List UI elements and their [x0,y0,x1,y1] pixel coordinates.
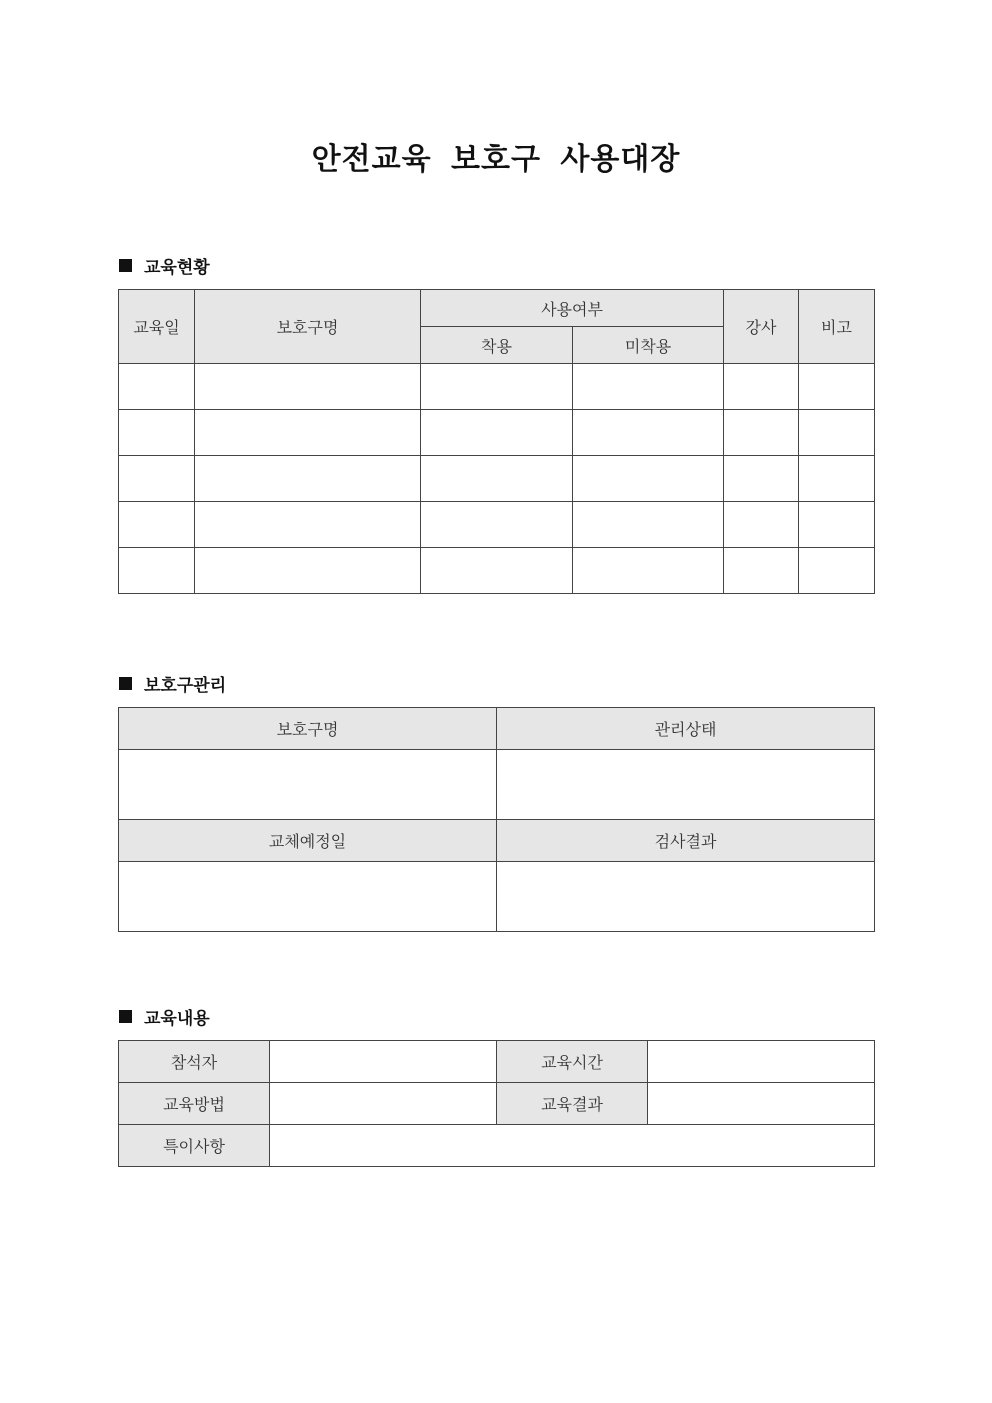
cell-equipment[interactable] [195,456,421,502]
section-heading-content [119,1004,210,1028]
header-date: 교육일 [119,290,195,364]
cell-instructor[interactable] [724,364,799,410]
section-heading-status-label: 교육현황 [144,257,210,278]
square-bullet-icon [119,677,132,690]
cell-remarks[interactable] [799,456,875,502]
section-heading-content-label: 교육내용 [144,1008,210,1029]
section-heading-management-label: 보호구관리 [144,675,227,696]
cell-worn[interactable] [421,410,573,456]
square-bullet-icon [119,259,132,272]
cell-worn[interactable] [421,502,573,548]
education-status-table [118,289,875,594]
cell-instructor[interactable] [724,456,799,502]
cell-equipment[interactable] [195,364,421,410]
cell-instructor[interactable] [724,548,799,594]
table-row [119,502,875,548]
cell-date[interactable] [119,456,195,502]
cell-instructor[interactable] [724,502,799,548]
header-instructor: 강사 [724,290,799,364]
table-row [119,364,875,410]
header-usage: 사용여부 [421,290,724,327]
cell-inspection-result[interactable] [497,862,875,932]
section-heading-management [119,671,226,695]
square-bullet-icon [119,1010,132,1023]
cell-worn[interactable] [421,456,573,502]
equipment-management-table [118,707,875,932]
header-remarks: 비고 [799,290,875,364]
header-equipment-name: 보호구명 [119,708,497,750]
cell-date[interactable] [119,364,195,410]
cell-remarks[interactable] [799,502,875,548]
cell-worn[interactable] [421,364,573,410]
header-not-worn: 미착용 [573,327,724,364]
cell-equipment[interactable] [195,502,421,548]
value-method[interactable] [270,1083,497,1125]
cell-date[interactable] [119,410,195,456]
value-attendees[interactable] [270,1041,497,1083]
cell-worn[interactable] [421,548,573,594]
cell-equipment[interactable] [195,410,421,456]
value-notes[interactable] [270,1125,875,1167]
cell-not-worn[interactable] [573,456,724,502]
label-duration: 교육시간 [497,1041,648,1083]
table-row [119,548,875,594]
cell-remarks[interactable] [799,410,875,456]
table-row [119,410,875,456]
cell-not-worn[interactable] [573,410,724,456]
value-result[interactable] [648,1083,875,1125]
cell-management-state[interactable] [497,750,875,820]
cell-replacement-date[interactable] [119,862,497,932]
page-title: 안전교육 보호구 사용대장 [311,142,681,177]
cell-date[interactable] [119,548,195,594]
header-equipment: 보호구명 [195,290,421,364]
table-row [119,456,875,502]
section-heading-status [119,253,210,277]
cell-remarks[interactable] [799,548,875,594]
label-attendees: 참석자 [119,1041,270,1083]
header-management-state: 관리상태 [497,708,875,750]
label-notes: 특이사항 [119,1125,270,1167]
cell-not-worn[interactable] [573,502,724,548]
cell-instructor[interactable] [724,410,799,456]
label-method: 교육방법 [119,1083,270,1125]
cell-equipment[interactable] [195,548,421,594]
cell-not-worn[interactable] [573,364,724,410]
header-worn: 착용 [421,327,573,364]
cell-remarks[interactable] [799,364,875,410]
cell-not-worn[interactable] [573,548,724,594]
label-result: 교육결과 [497,1083,648,1125]
education-content-table [118,1040,875,1167]
header-replacement-date: 교체예정일 [119,820,497,862]
value-duration[interactable] [648,1041,875,1083]
cell-date[interactable] [119,502,195,548]
cell-equipment-name[interactable] [119,750,497,820]
header-inspection-result: 검사결과 [497,820,875,862]
